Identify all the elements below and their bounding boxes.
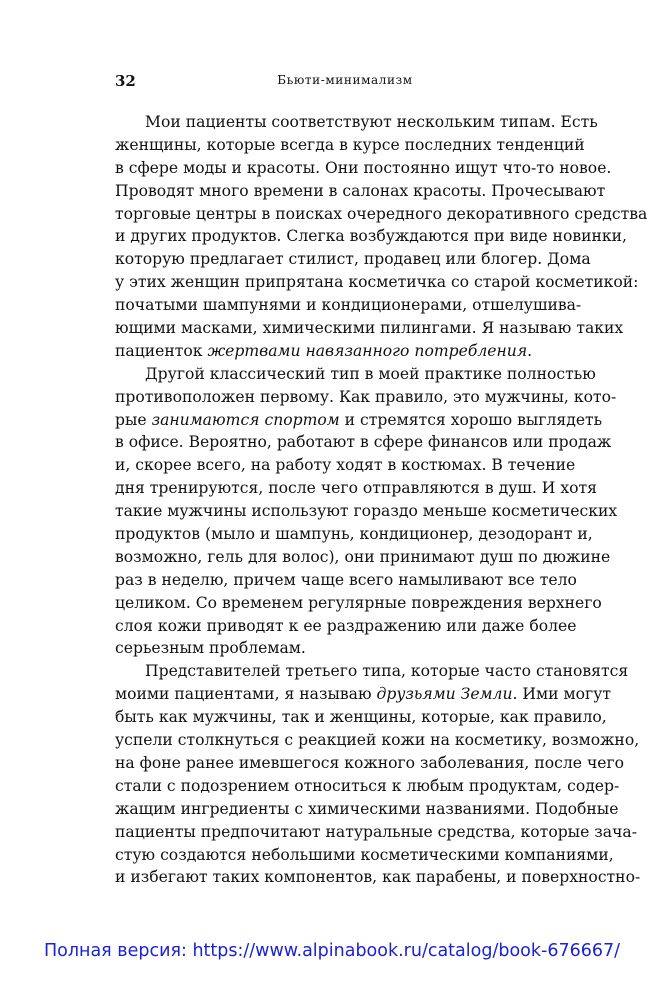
text-line: дня тренируются, после чего отправляются в душ. И хотя <box>115 479 597 498</box>
text-line: продуктов (мыло и шампунь, кондиционер, дезодорант и, <box>115 525 593 544</box>
text-line: слоя кожи приводят к ее раздражению или даже более <box>115 616 577 635</box>
text-line: раз в неделю, причем чаще всего намыливают все тело <box>115 570 577 589</box>
page-header <box>115 72 575 92</box>
text-line: моими пациентами, я называю друзьями Земли. Ими могут <box>115 685 611 704</box>
text-line: такие мужчины используют гораздо меньше косметических <box>115 502 618 521</box>
text-line: целиком. Со временем регулярные повреждения верхнего <box>115 593 602 612</box>
text-line: серьезным проблемам. <box>115 639 306 658</box>
text-line: и других продуктов. Слегка возбуждаются при виде новинки, <box>115 227 627 246</box>
text-line: пациенты предпочитают натуральные средства, которые зача- <box>115 822 637 841</box>
text-line: и, скорее всего, на работу ходят в костюмах. В течение <box>115 456 576 475</box>
running-title: Бьюти-минимализм <box>277 73 413 87</box>
text-line: в офисе. Вероятно, работают в сфере финансов или продаж <box>115 433 612 452</box>
text-line: успели столкнуться с реакцией кожи на косметику, возможно, <box>115 731 640 750</box>
text-line: возможно, гель для волос), они принимают душ по дюжине <box>115 547 611 566</box>
page-number: 32 <box>115 72 136 90</box>
text-line: стали с подозрением относиться к любым продуктам, содер- <box>115 776 620 795</box>
text-line: стую создаются небольшими косметическими компаниями, <box>115 845 614 864</box>
emphasis: друзьями Земли <box>376 685 513 704</box>
text-line: и избегают таких компонентов, как парабены, и поверхностно- <box>115 868 641 887</box>
text-line: Мои пациенты соответствуют нескольким типам. Есть <box>145 113 598 131</box>
emphasis: жертвами навязанного потребления <box>207 341 528 360</box>
text-line: жащим ингредиенты с химическими названиями. Подобные <box>115 799 619 818</box>
text-line: Представителей третьего типа, которые часто становятся <box>145 662 629 681</box>
paragraph <box>115 363 618 661</box>
text-line: у этих женщин припрятана косметичка со старой косметикой: <box>115 273 639 292</box>
text-line: которую предлагает стилист, продавец или блогер. Дома <box>115 250 591 269</box>
text-line: в сфере моды и красоты. Они постоянно ищут что-то новое. <box>115 158 612 177</box>
text-line: Другой классический тип в моей практике полностью <box>145 364 596 383</box>
paragraph <box>115 111 648 363</box>
paragraph <box>115 660 641 889</box>
text-line: початыми шампунями и кондиционерами, отшелушива- <box>115 296 582 315</box>
full-version-link[interactable]: Полная версия: https://www.alpinabook.ru/catalog/book-676667/ <box>43 941 621 961</box>
text-line: пациенток жертвами навязанного потребления. <box>115 341 533 360</box>
text-line: женщины, которые всегда в курсе последних тенденций <box>115 135 585 154</box>
body-text <box>115 111 648 889</box>
text-line: Проводят много времени в салонах красоты. Прочесывают <box>115 181 606 200</box>
text-line: рые занимаются спортом и стремятся хорошо выглядеть <box>115 410 603 429</box>
text-line: на фоне ранее имевшегося кожного заболевания, после чего <box>115 753 625 772</box>
emphasis: занимаются спортом <box>151 410 340 429</box>
text-line: быть как мужчины, так и женщины, которые, как правило, <box>115 708 607 727</box>
text-line: ющими масками, химическими пилингами. Я называю таких <box>115 319 624 338</box>
text-line: торговые центры в поисках очередного декоративного средства <box>115 204 648 223</box>
text-line: противоположен первому. Как правило, это мужчины, кото- <box>115 387 617 406</box>
